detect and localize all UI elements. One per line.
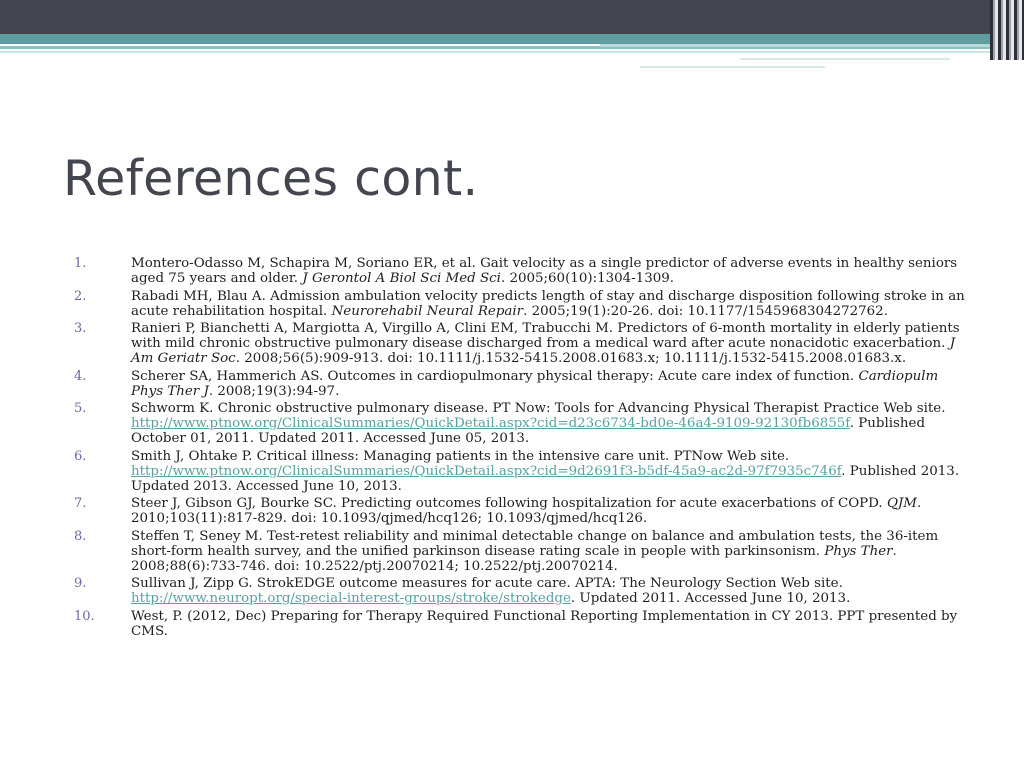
reference-number: 3. bbox=[74, 321, 87, 336]
reference-journal: Cardiopulm Phys Ther J bbox=[131, 368, 939, 399]
reference-details: . 2008;19(3):94-97. bbox=[208, 383, 340, 399]
reference-item bbox=[74, 529, 974, 574]
reference-text bbox=[131, 609, 974, 639]
reference-item bbox=[74, 369, 974, 399]
reference-citation: Scherer SA, Hammerich AS. Outcomes in cardiopulmonary physical therapy: Acute care index of function. bbox=[131, 368, 859, 384]
reference-number: 4. bbox=[74, 368, 87, 384]
reference-link[interactable]: http://www.ptnow.org/ClinicalSummaries/QuickDetail.aspx?cid=d23c6734-bd0e-46a4-9109-92130fb6855f bbox=[131, 416, 850, 431]
corner-stripes-decoration bbox=[990, 0, 1024, 60]
reference-details: . Published October 01, 2011. Updated 2011. Accessed June 05, 2013. bbox=[131, 416, 926, 446]
reference-citation: Montero-Odasso M, Schapira M, Soriano ER, et al. Gait velocity as a single predictor of adverse events in healthy seniors aged 75 years and older. bbox=[131, 256, 958, 286]
reference-text bbox=[131, 576, 974, 606]
reference-number: 1. bbox=[74, 256, 87, 271]
header-accent-line bbox=[740, 58, 950, 60]
reference-item bbox=[74, 576, 974, 606]
reference-number: 9. bbox=[74, 576, 87, 591]
reference-journal: Phys Ther bbox=[824, 543, 893, 559]
reference-journal: J Gerontol A Biol Sci Med Sci bbox=[302, 271, 501, 286]
reference-link[interactable]: http://www.neuropt.org/special-interest-groups/stroke/strokedge bbox=[131, 591, 571, 606]
reference-details: . Updated 2011. Accessed June 10, 2013. bbox=[570, 591, 851, 606]
reference-item bbox=[74, 321, 974, 366]
reference-citation: Smith J, Ohtake P. Critical illness: Managing patients in the intensive care unit. PTNow Web site. bbox=[131, 448, 790, 464]
reference-text bbox=[131, 401, 974, 446]
reference-text bbox=[131, 449, 974, 494]
reference-item bbox=[74, 609, 974, 639]
reference-citation: Schworm K. Chronic obstructive pulmonary disease. PT Now: Tools for Advancing Physical Therapist Practice Web site. bbox=[131, 401, 946, 416]
reference-text bbox=[131, 256, 974, 286]
slide-title: References cont. bbox=[63, 150, 479, 207]
reference-number: 8. bbox=[74, 528, 87, 544]
reference-journal: QJM bbox=[886, 496, 918, 511]
reference-number: 10. bbox=[74, 608, 95, 624]
reference-citation: Steer J, Gibson GJ, Bourke SC. Predicting outcomes following hospitalization for acute exacerbations of COPD. bbox=[131, 496, 887, 511]
reference-text bbox=[131, 321, 974, 366]
reference-text bbox=[131, 289, 974, 319]
header-accent-line bbox=[640, 66, 825, 68]
reference-text bbox=[131, 529, 974, 574]
header-accent-line bbox=[600, 44, 1024, 47]
reference-citation: Steffen T, Seney M. Test-retest reliability and minimal detectable change on balance and ambulation tests, the 36-item short-form health survey, and the unified parkinson disease rating scale in people with parkinsonism. bbox=[131, 528, 939, 559]
reference-item bbox=[74, 401, 974, 446]
reference-citation: Ranieri P, Bianchetti A, Margiotta A, Virgillo A, Clini EM, Trabucchi M. Predictors of 6-month mortality in elderly patients with mild chronic obstructive pulmonary disease discharged from a medical ward after acute nonacidotic exacerbation. bbox=[131, 321, 960, 351]
reference-item bbox=[74, 289, 974, 319]
reference-details: . Published 2013. Updated 2013. Accessed June 10, 2013. bbox=[131, 463, 960, 494]
reference-citation: Rabadi MH, Blau A. Admission ambulation velocity predicts length of stay and discharge disposition following stroke in an acute rehabilitation hospital. bbox=[131, 288, 965, 319]
reference-item bbox=[74, 449, 974, 494]
reference-details: . 2010;103(11):817-829. doi: 10.1093/qjmed/hcq126; 10.1093/qjmed/hcq126. bbox=[131, 496, 922, 526]
reference-number: 6. bbox=[74, 448, 87, 464]
header-accent-line bbox=[0, 51, 1024, 53]
reference-number: 7. bbox=[74, 496, 87, 511]
reference-item bbox=[74, 256, 974, 286]
header-accent-band bbox=[0, 34, 1024, 44]
reference-details: . 2005;60(10):1304-1309. bbox=[500, 271, 675, 286]
reference-citation: West, P. (2012, Dec) Preparing for Therapy Required Functional Reporting Implementation in CY 2013. PPT presented by CMS. bbox=[131, 608, 958, 639]
reference-item bbox=[74, 496, 974, 526]
reference-details: . 2008;88(6):733-746. doi: 10.2522/ptj.20070214; 10.2522/ptj.20070214. bbox=[131, 543, 897, 574]
reference-list bbox=[74, 256, 974, 641]
reference-citation: Sullivan J, Zipp G. StrokEDGE outcome measures for acute care. APTA: The Neurology Section Web site. bbox=[131, 576, 843, 591]
reference-details: . 2005;19(1):20-26. doi: 10.1177/1545968304272762. bbox=[523, 303, 888, 319]
reference-text bbox=[131, 496, 974, 526]
reference-text bbox=[131, 369, 974, 399]
reference-details: . 2008;56(5):909-913. doi: 10.1111/j.1532-5415.2008.01683.x; 10.1111/j.1532-5415.2008.01683.x. bbox=[235, 351, 907, 366]
reference-number: 5. bbox=[74, 401, 87, 416]
reference-link[interactable]: http://www.ptnow.org/ClinicalSummaries/QuickDetail.aspx?cid=9d2691f3-b5df-45a9-ac2d-97f7935c746f bbox=[131, 463, 842, 479]
reference-journal: Neurorehabil Neural Repair bbox=[331, 303, 524, 319]
header-bar bbox=[0, 0, 1024, 34]
reference-journal: J Am Geriatr Soc bbox=[131, 336, 956, 366]
reference-number: 2. bbox=[74, 288, 87, 304]
